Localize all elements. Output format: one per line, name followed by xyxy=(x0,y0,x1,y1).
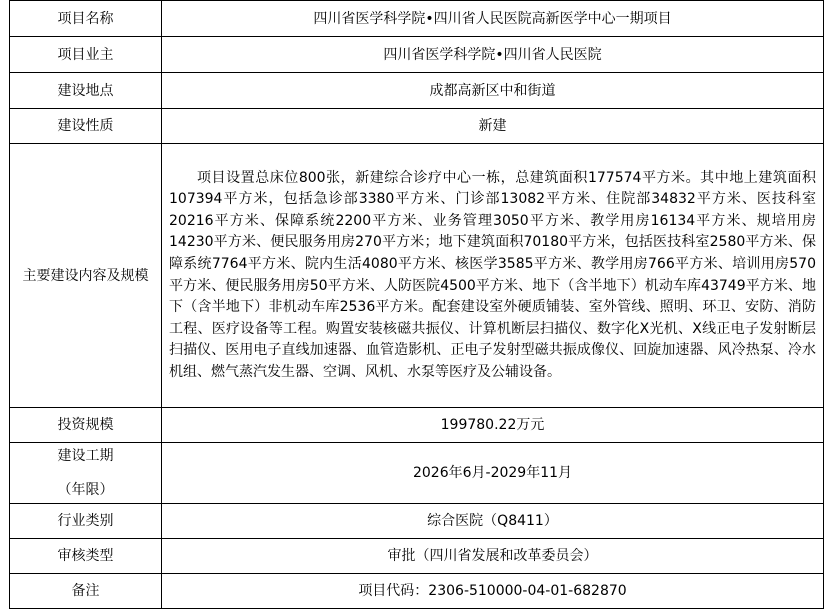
table-row xyxy=(10,1,824,37)
row-label-remarks: 备注 xyxy=(10,574,162,609)
row-label-project-name: 项目名称 xyxy=(10,1,162,37)
row-label-construction-nature: 建设性质 xyxy=(10,109,162,144)
row-value-remarks: 项目代码：2306-510000-04-01-682870 xyxy=(162,574,824,609)
row-value-location: 成都高新区中和街道 xyxy=(162,73,824,109)
row-label-location: 建设地点 xyxy=(10,73,162,109)
row-value-project-owner: 四川省医学科学院•四川省人民医院 xyxy=(162,37,824,73)
project-info-table xyxy=(9,0,824,609)
table-row xyxy=(10,539,824,574)
row-label-industry: 行业类别 xyxy=(10,504,162,539)
row-label-project-owner: 项目业主 xyxy=(10,37,162,73)
table-row xyxy=(10,73,824,109)
row-value-main-content: 项目设置总床位800张，新建综合诊疗中心一栋，总建筑面积177574平方米。其中地上建筑面积107394平方米，包括急诊部3380平方米、门诊部13082平方米、住院部34832平方米、医技科室20216平方米、保障系统2200平方米、业务管理3050平方米、教学用房16134平方米、规培用房14230平方米、便民服务用房270平方米；地下建筑面积70180平方米，包括医技科室2580平方米、保障系统7764平方米、院内生活4080平方米、核医学3585平方米、教学用房766平方米、培训用房570平方米、便民服务用房50平方米、人防医院4500平方米、地下（含半地下）机动车库43749平方米、地下（含半地下）非机动车库2536平方米。配套建设室外硬质铺装、室外管线、照明、环卫、安防、消防工程、医疗设备等工程。购置安装核磁共振仪、计算机断层扫描仪、数字化X光机、X线正电子发射断层扫描仪、医用电子直线加速器、血管造影机、正电子发射型磁共振成像仪、回旋加速器、风冷热泵、冷水机组、燃气蒸汽发生器、空调、风机、水泵等医疗及公辅设备。 xyxy=(162,144,824,408)
table-row xyxy=(10,443,824,504)
row-label-construction-period xyxy=(10,443,162,504)
row-value-review-type: 审批（四川省发展和改革委员会） xyxy=(162,539,824,574)
row-label-investment: 投资规模 xyxy=(10,408,162,443)
row-label-construction-period-line1: 建设工期 xyxy=(57,448,114,464)
row-value-project-name: 四川省医学科学院•四川省人民医院高新医学中心一期项目 xyxy=(162,1,824,37)
row-label-review-type: 审核类型 xyxy=(10,539,162,574)
table-row xyxy=(10,574,824,609)
table-row xyxy=(10,408,824,443)
row-value-investment: 199780.22万元 xyxy=(162,408,824,443)
row-value-industry: 综合医院（Q8411） xyxy=(162,504,824,539)
table-row xyxy=(10,109,824,144)
table-row xyxy=(10,504,824,539)
row-value-construction-nature: 新建 xyxy=(162,109,824,144)
row-value-construction-period: 2026年6月-2029年11月 xyxy=(162,443,824,504)
row-label-construction-period-line2: （年限） xyxy=(57,482,114,498)
row-label-main-content: 主要建设内容及规模 xyxy=(10,144,162,408)
table-row xyxy=(10,144,824,408)
table-row xyxy=(10,37,824,73)
